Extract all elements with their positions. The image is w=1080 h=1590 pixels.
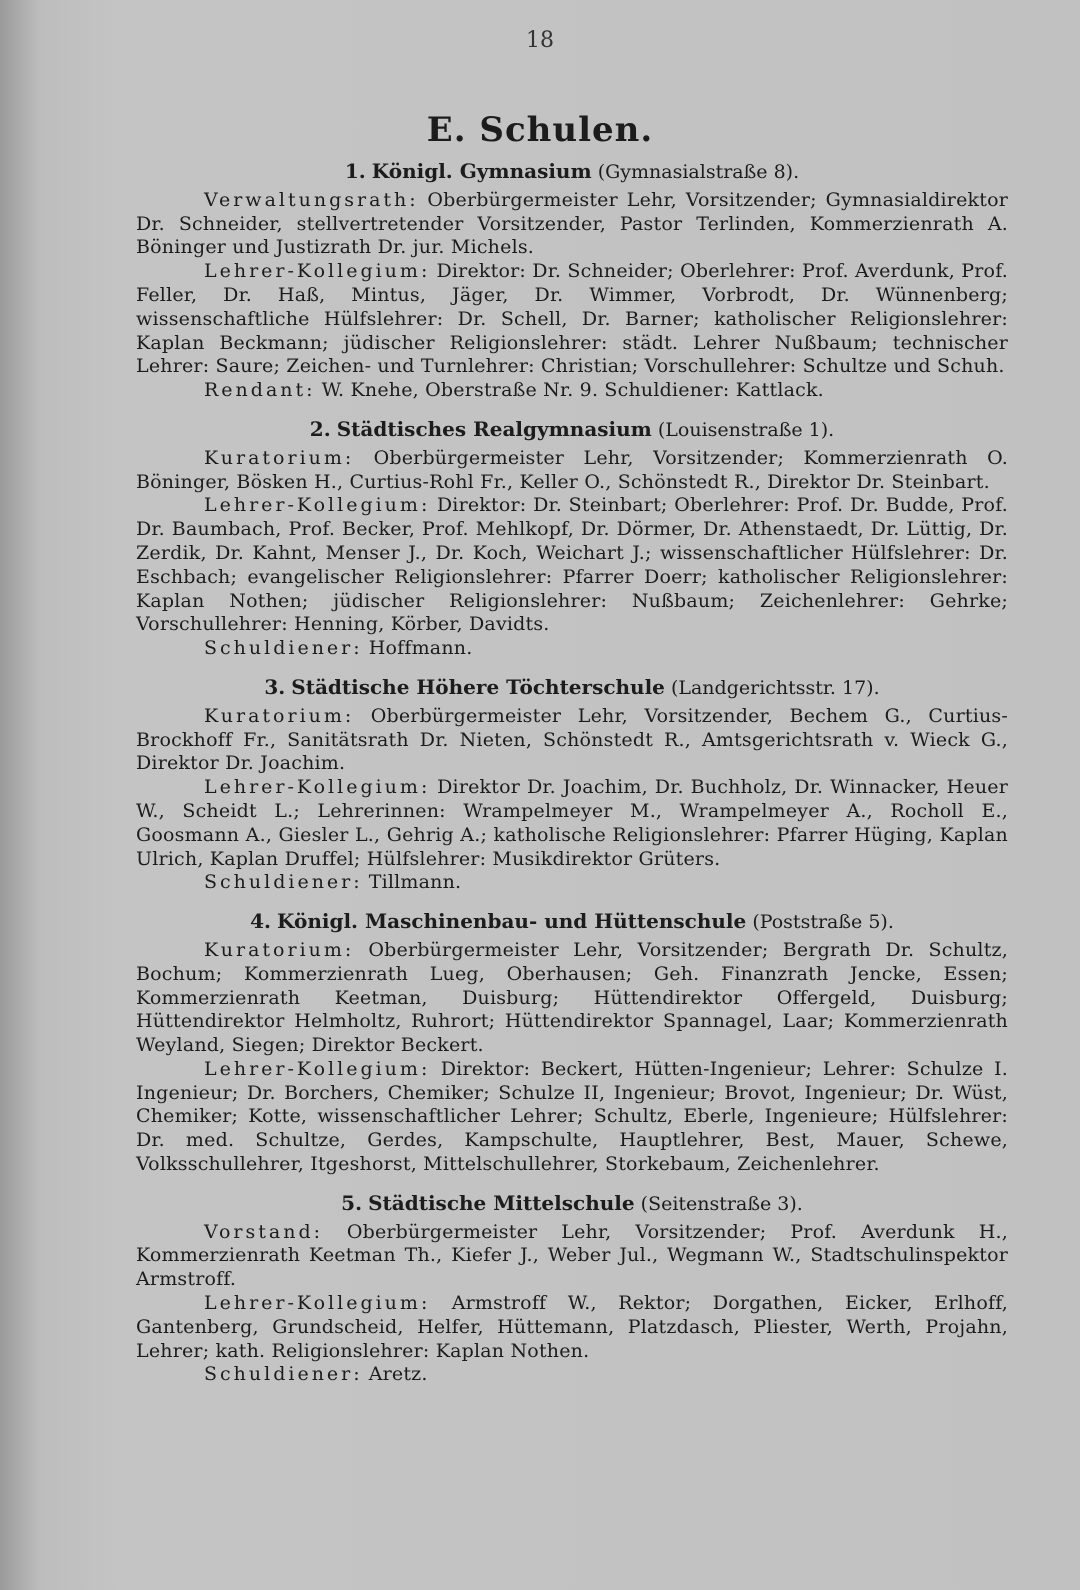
school-paragraph xyxy=(136,379,1008,403)
paragraph-text: Hoffmann. xyxy=(368,637,473,660)
paragraph-text: Oberbürgermeister Lehr, Vorsitzender, Bechem G., Curtius-Brockhoff Fr., Sanitätsrath Dr. Nieten, Schönstedt R., Amtsgerichtsrath v. Wieck G., Direktor Dr. Joachim. xyxy=(136,704,1008,775)
school-heading xyxy=(136,910,1008,935)
school-heading xyxy=(136,418,1008,443)
paragraph-label: Kuratorium: xyxy=(204,704,355,727)
school-heading xyxy=(136,160,1008,185)
paragraph-text: Aretz. xyxy=(368,1363,428,1386)
section-title: E. Schulen. xyxy=(426,110,654,150)
school-paragraph xyxy=(136,939,1008,1058)
paragraph-text: Tillmann. xyxy=(368,871,462,894)
paragraph-label: Lehrer-Kollegium: xyxy=(204,494,431,517)
school-address: (Poststraße 5). xyxy=(752,911,894,934)
paragraph-text: Direktor: Dr. Schneider; Oberlehrer: Prof. Averdunk, Prof. Feller, Dr. Haß, Mintus, Jäger, Dr. Wimmer, Vorbrodt, Dr. Wünnenberg; wissenschaftliche Hülfslehrer: Dr. Schell, Dr. Barner; katholischer Religionslehrer: Kaplan Beckmann; jüdischer Religionslehrer: städt. Lehrer Nußbaum; technischer Lehrer: Saure; Zeichen- und Turnlehrer: Christian; Vorschullehrer: Schultze und Schuh. xyxy=(136,260,1008,378)
school-name: Städtisches Realgymnasium xyxy=(336,416,652,441)
school-address: (Gymnasialstraße 8). xyxy=(597,161,800,183)
paragraph-text: Direktor: Dr. Steinbart; Oberlehrer: Prof. Dr. Budde, Prof. Dr. Baumbach, Prof. Becker, Prof. Mehlkopf, Dr. Dörmer, Dr. Athenstaedt, Dr. Lüttig, Dr. Zerdik, Dr. Kahnt, Menser J., Dr. Koch, Weichart J.; wissenschaftlicher Hülfslehrer: Dr. Eschbach; evangelischer Religionslehrer: Pfarrer Doerr; katholischer Religionslehrer: Kaplan Nothen; jüdischer Religionslehrer: Nußbaum; Zeichenlehrer: Gehrke; Vorschullehrer: Henning, Körber, Davidts. xyxy=(136,494,1008,636)
school-paragraph xyxy=(136,1292,1008,1363)
paragraph-label: Rendant: xyxy=(204,379,316,402)
school-5 xyxy=(136,1192,1008,1387)
school-4 xyxy=(136,910,1008,1177)
paragraph-label: Schuldiener: xyxy=(204,1363,363,1386)
school-2 xyxy=(136,418,1008,661)
school-heading xyxy=(136,676,1008,701)
school-name: Städtische Höhere Töchterschule xyxy=(291,674,665,699)
school-paragraph xyxy=(136,1363,1008,1387)
paragraph-label: Lehrer-Kollegium: xyxy=(204,1057,431,1080)
paragraph-text: Armstroff W., Rektor; Dorgathen, Eicker, Erlhoff, Gantenberg, Grundscheid, Helfer, Hüttemann, Platzdasch, Pliester, Werth, Projahn, Lehrer; kath. Religionslehrer: Kaplan Nothen. xyxy=(136,1292,1008,1362)
paragraph-label: Kuratorium: xyxy=(204,446,355,469)
paragraph-label: Verwaltungsrath: xyxy=(204,188,419,211)
school-name: Königl. Maschinenbau- und Hüttenschule xyxy=(277,909,747,934)
school-address: (Landgerichtsstr. 17). xyxy=(670,676,880,699)
school-paragraph xyxy=(136,1221,1008,1292)
paragraph-text: Oberbürgermeister Lehr, Vorsitzender; Kommerzienrath O. Böninger, Bösken H., Curtius-Rohl Fr., Keller O., Schönstedt R., Direktor Dr. Steinbart. xyxy=(136,446,1008,493)
paragraph-text: Direktor: Beckert, Hütten-Ingenieur; Lehrer: Schulze I. Ingenieur; Dr. Borchers, Chemiker; Schulze II, Ingenieur; Brovot, Ingenieur; Dr. Wüst, Chemiker; Kotte, wissenschaftlicher Lehrer; Schultz, Eberle, Ingenieure; Hülfslehrer: Dr. med. Schultze, Gerdes, Kampschulte, Hauptlehrer, Best, Mauer, Schewe, Volksschullehrer, Itgeshorst, Mittelschullehrer, Storkebaum, Zeichenlehrer. xyxy=(136,1057,1009,1176)
paragraph-label: Vorstand: xyxy=(204,1220,324,1243)
page-number: 18 xyxy=(526,28,554,53)
school-paragraph xyxy=(136,189,1008,260)
paragraph-label: Lehrer-Kollegium: xyxy=(204,776,431,799)
paragraph-label: Kuratorium: xyxy=(204,938,355,961)
paragraph-label: Schuldiener: xyxy=(204,871,363,894)
school-paragraph xyxy=(136,705,1008,776)
paragraph-label: Lehrer-Kollegium: xyxy=(204,260,431,283)
school-paragraph xyxy=(136,447,1008,495)
school-paragraph xyxy=(136,776,1008,871)
school-3 xyxy=(136,676,1008,895)
paragraph-label: Schuldiener: xyxy=(204,637,363,660)
school-paragraph xyxy=(136,494,1008,637)
school-number: 2. xyxy=(309,416,331,441)
school-name: Städtische Mittelschule xyxy=(368,1190,635,1215)
school-paragraph xyxy=(136,637,1008,661)
paragraph-text: Oberbürgermeister Lehr, Vorsitzender; Gymnasialdirektor Dr. Schneider, stellvertretender Vorsitzender, Pastor Terlinden, Kommerzienrath A. Böninger und Justizrath Dr. jur. Michels. xyxy=(136,188,1008,259)
paragraph-text: Oberbürgermeister Lehr, Vorsitzender; Prof. Averdunk H., Kommerzienrath Keetman Th., Kiefer J., Weber Jul., Wegmann W., Stadtschulinspektor Armstroff. xyxy=(136,1220,1008,1291)
paragraph-text: W. Knehe, Oberstraße Nr. 9. Schuldiener: Kattlack. xyxy=(321,379,824,402)
school-name: Königl. Gymnasium xyxy=(371,159,592,183)
school-address: (Louisenstraße 1). xyxy=(657,418,835,441)
school-address: (Seitenstraße 3). xyxy=(640,1192,803,1215)
school-number: 4. xyxy=(250,909,271,934)
paragraph-text: Direktor Dr. Joachim, Dr. Buchholz, Dr. Winnacker, Heuer W., Scheidt L.; Lehrerinnen: Wrampelmeyer M., Wrampelmeyer A., Rocholl E., Goosmann A., Giesler L., Gehrig A.; katholische Religionslehrer: Pfarrer Hüging, Kaplan Ulrich, Kaplan Druffel; Hülfslehrer: Musikdirektor Grüters. xyxy=(136,776,1008,870)
school-paragraph xyxy=(136,260,1008,379)
paragraph-label: Lehrer-Kollegium: xyxy=(204,1292,431,1315)
school-number: 5. xyxy=(341,1190,363,1215)
school-heading xyxy=(136,1192,1008,1217)
school-1 xyxy=(136,160,1008,403)
schools-list xyxy=(136,160,1008,1402)
school-number: 1. xyxy=(344,159,366,183)
paragraph-text: Oberbürgermeister Lehr, Vorsitzender; Bergrath Dr. Schultz, Bochum; Kommerzienrath Lueg, Oberhausen; Geh. Finanzrath Jencke, Essen; Kommerzienrath Keetman, Duisburg; Hüttendirektor Offergeld, Duisburg; Hüttendirektor Helmholtz, Ruhrort; Hüttendirektor Spannagel, Laar; Kommerzienrath Weyland, Siegen; Direktor Beckert. xyxy=(136,938,1008,1057)
school-paragraph xyxy=(136,871,1008,895)
school-paragraph xyxy=(136,1058,1008,1177)
school-number: 3. xyxy=(264,674,286,699)
